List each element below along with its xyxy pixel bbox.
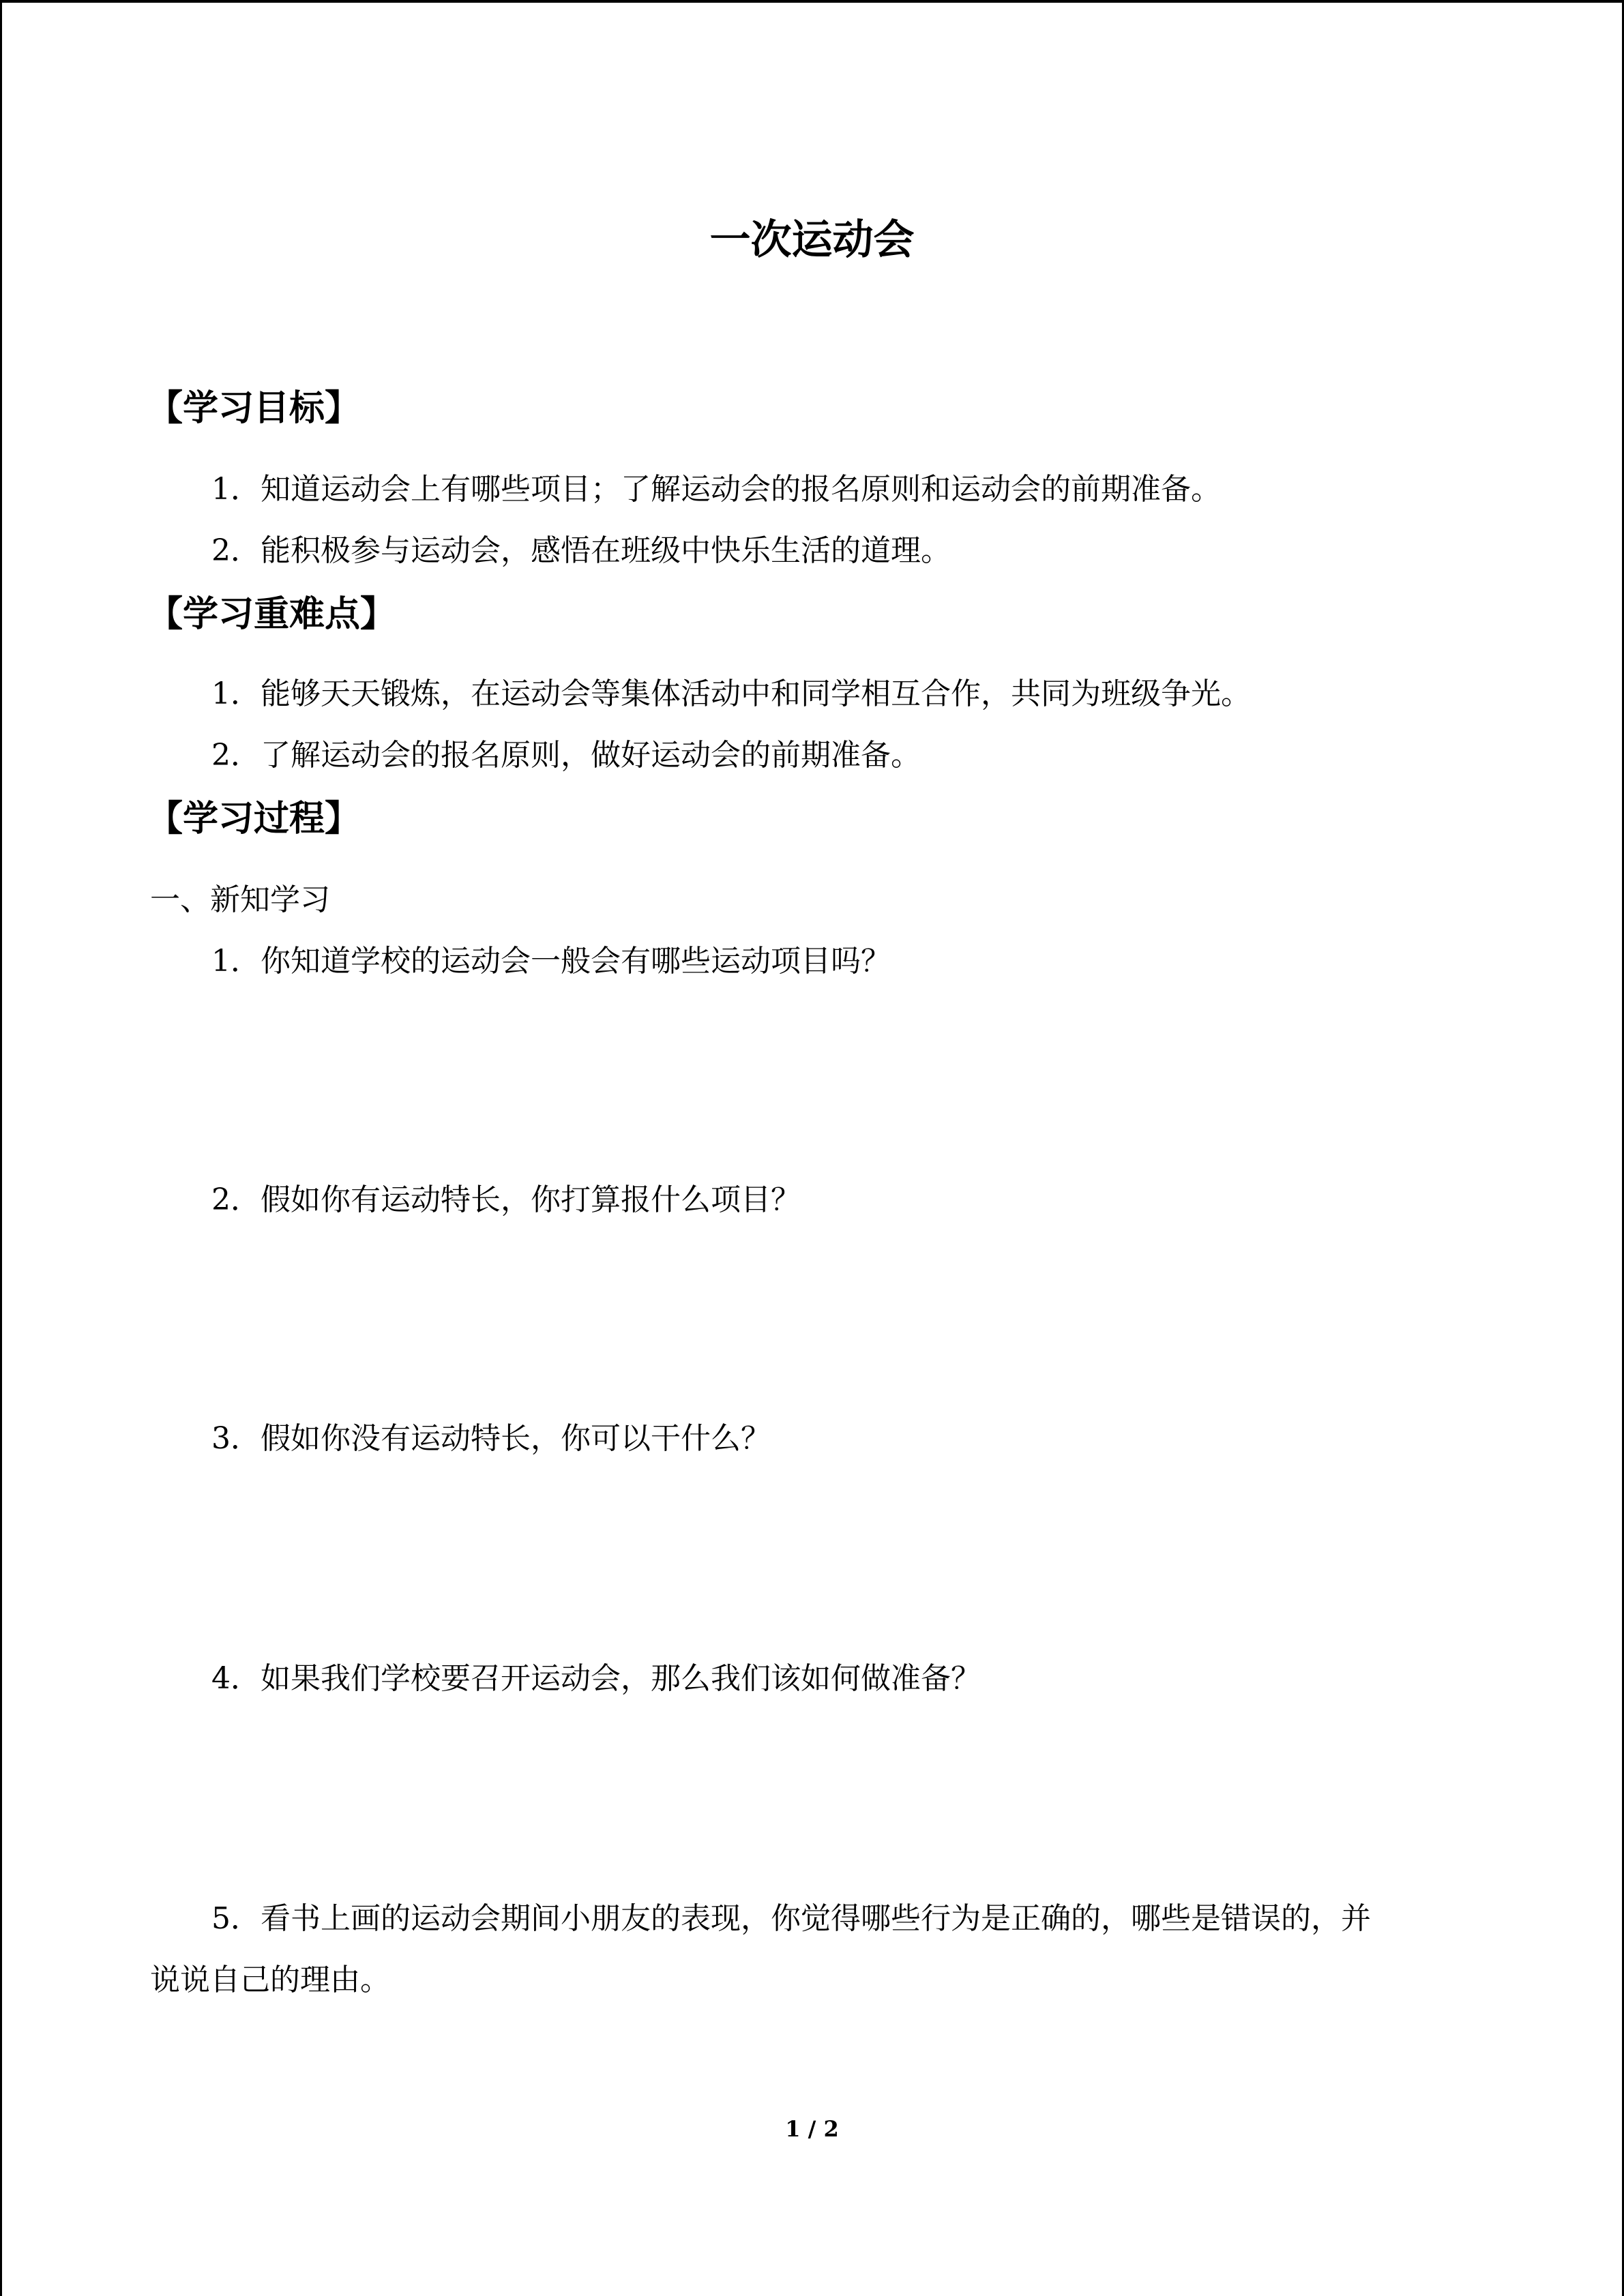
question-5-line-1: 5．看书上画的运动会期间小朋友的表现，你觉得哪些行为是正确的，哪些是错误的，并 bbox=[211, 1901, 1371, 1936]
heading-learning-process: 【学习过程】 bbox=[147, 799, 361, 839]
goal-item-1: 1．知道运动会上有哪些项目；了解运动会的报名原则和运动会的前期准备。 bbox=[211, 472, 1221, 507]
subheading-new-knowledge: 一、新知学习 bbox=[150, 882, 330, 917]
question-2: 2．假如你有运动特长，你打算报什么项目？ bbox=[211, 1182, 801, 1217]
key-point-item-2: 2．了解运动会的报名原则，做好运动会的前期准备。 bbox=[211, 738, 921, 773]
question-5-line-2: 说说自己的理由。 bbox=[150, 1963, 390, 1997]
page-number: 1 / 2 bbox=[785, 2116, 839, 2142]
heading-learning-goals: 【学习目标】 bbox=[147, 388, 361, 429]
key-point-item-1: 1．能够天天锻炼，在运动会等集体活动中和同学相互合作，共同为班级争光。 bbox=[211, 676, 1251, 711]
question-1: 1．你知道学校的运动会一般会有哪些运动项目吗？ bbox=[211, 944, 891, 979]
page-title: 一次运动会 bbox=[709, 216, 915, 264]
goal-item-2: 2．能积极参与运动会，感悟在班级中快乐生活的道理。 bbox=[211, 533, 951, 568]
question-3: 3．假如你没有运动特长，你可以干什么？ bbox=[211, 1421, 771, 1456]
page-border-top bbox=[0, 0, 1624, 3]
question-4: 4．如果我们学校要召开运动会，那么我们该如何做准备？ bbox=[211, 1661, 981, 1696]
page-border-left bbox=[0, 0, 2, 2296]
heading-key-points: 【学习重难点】 bbox=[147, 594, 396, 635]
